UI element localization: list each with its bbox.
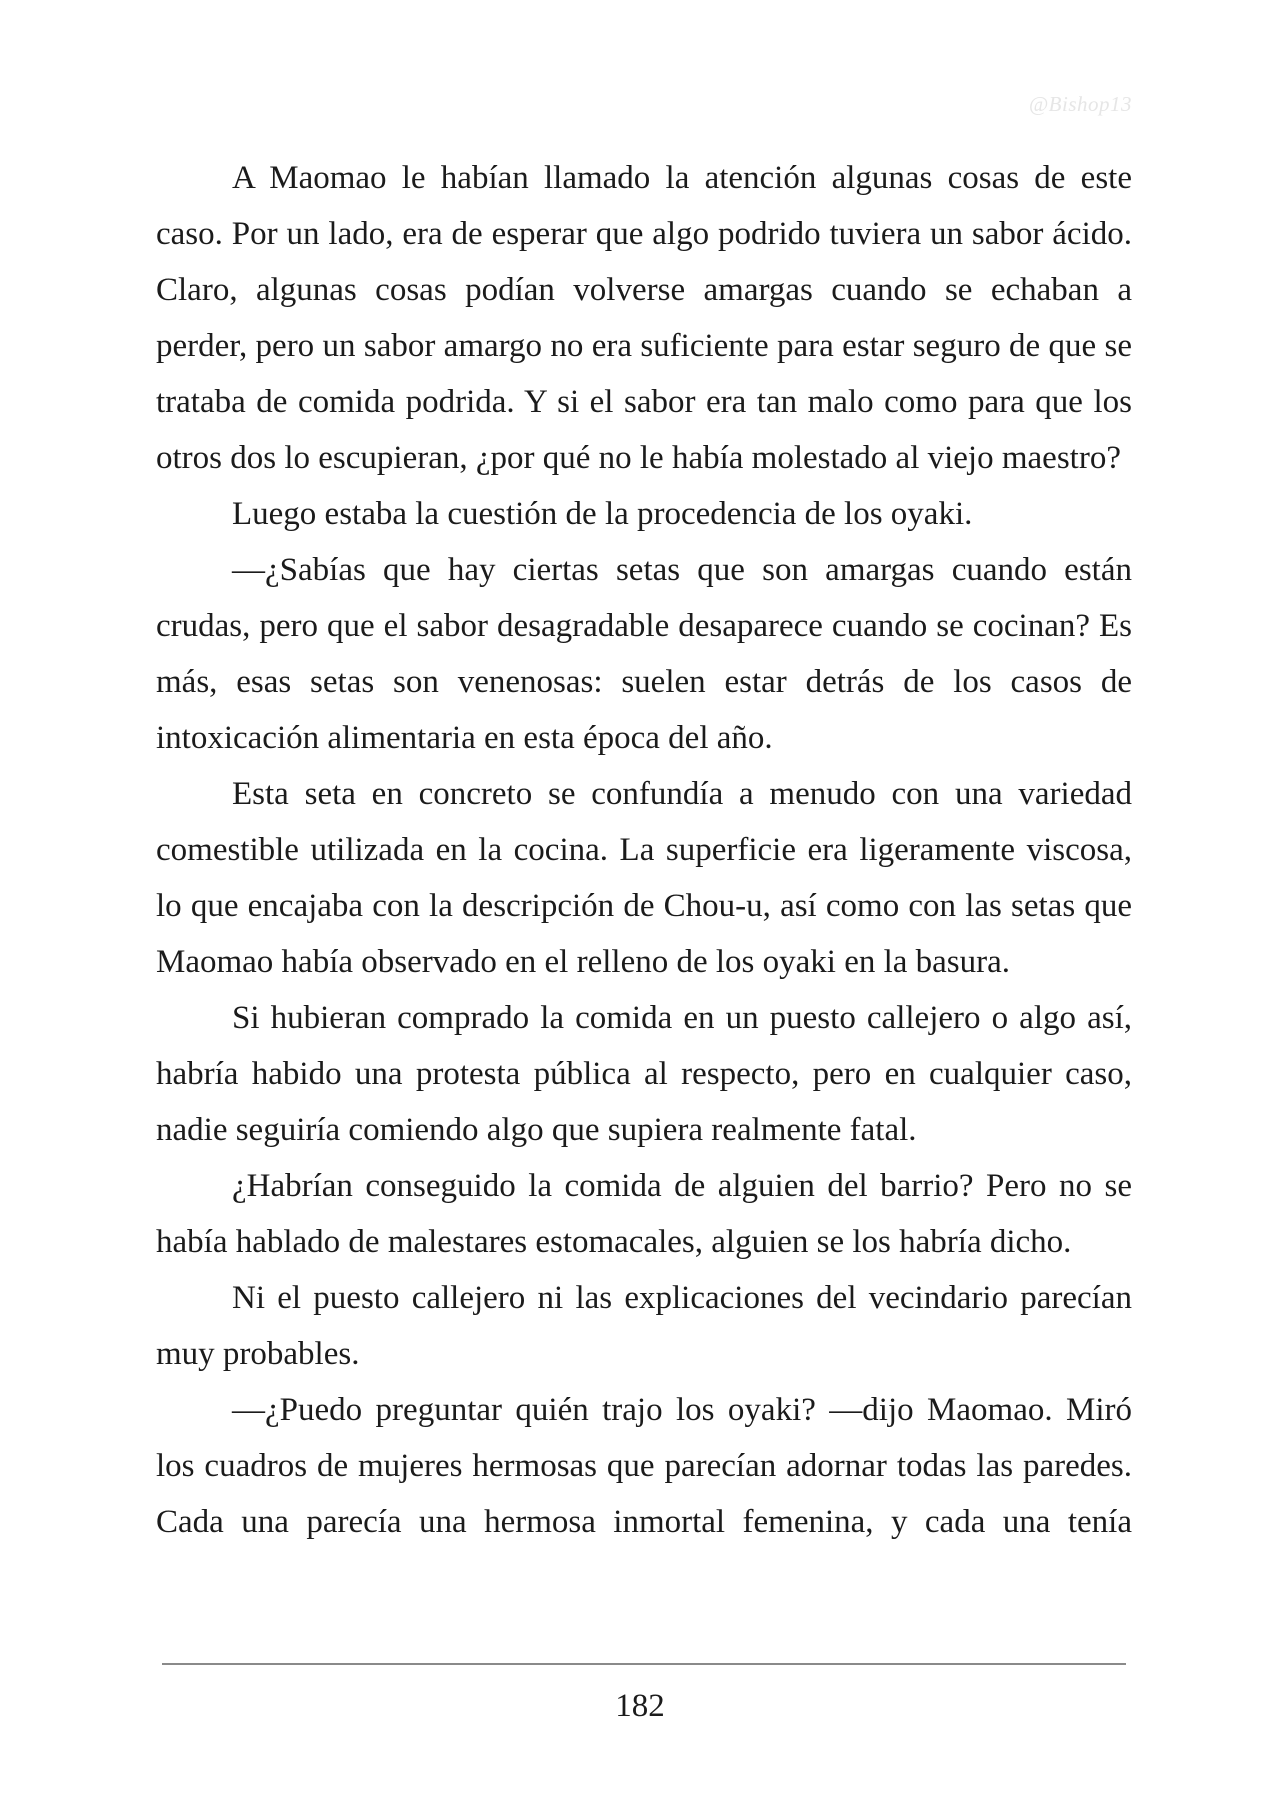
paragraph-7: Ni el puesto callejero ni las explicaciones del vecindario parecían muy probables.: [156, 1280, 1132, 1372]
paragraph-5: Si hubieran comprado la comida en un puesto callejero o algo así, habría habido una protesta pública al respecto, pero en cualquier caso, nadie seguiría comiendo algo que supiera realmente fatal.: [156, 1000, 1132, 1148]
paragraph-8: —¿Puedo preguntar quién trajo los oyaki? —dijo Maomao. Miró los cuadros de mujeres hermosas que parecían adornar todas las paredes. Cada una parecía una hermosa inmortal femenina, y cada una tenía: [156, 1392, 1132, 1540]
watermark: @Bishop13: [1028, 92, 1132, 116]
paragraph-2: Luego estaba la cuestión de la procedencia de los oyaki.: [232, 496, 973, 532]
paragraph-1: A Maomao le habían llamado la atención algunas cosas de este caso. Por un lado, era de esperar que algo podrido tuviera un sabor ácido. Claro, algunas cosas podían volverse amargas cuando se echaban a perder, pero un sabor amargo no era suficiente para estar seguro de que se trataba de comida podrida. Y si el sabor era tan malo como para que los otros dos lo escupieran, ¿por qué no le había molestado al viejo maestro?: [156, 160, 1132, 476]
paragraph-4: Esta seta en concreto se confundía a menudo con una variedad comestible utilizada en la cocina. La superficie era ligeramente viscosa, lo que encajaba con la descripción de Chou-u, así como con las setas que Maomao había observado en el relleno de los oyaki en la basura.: [156, 776, 1132, 980]
paragraph-3: —¿Sabías que hay ciertas setas que son amargas cuando están crudas, pero que el sabor desagradable desaparece cuando se cocinan? Es más, esas setas son venenosas: suelen estar detrás de los casos de intoxicación alimentaria en esta época del año.: [156, 552, 1132, 756]
paragraph-6: ¿Habrían conseguido la comida de alguien del barrio? Pero no se había hablado de malestares estomacales, alguien se los habría dicho.: [156, 1168, 1132, 1260]
footer-divider: [162, 1663, 1126, 1665]
page-number: 182: [615, 1688, 665, 1724]
page-body: [156, 150, 1132, 1550]
